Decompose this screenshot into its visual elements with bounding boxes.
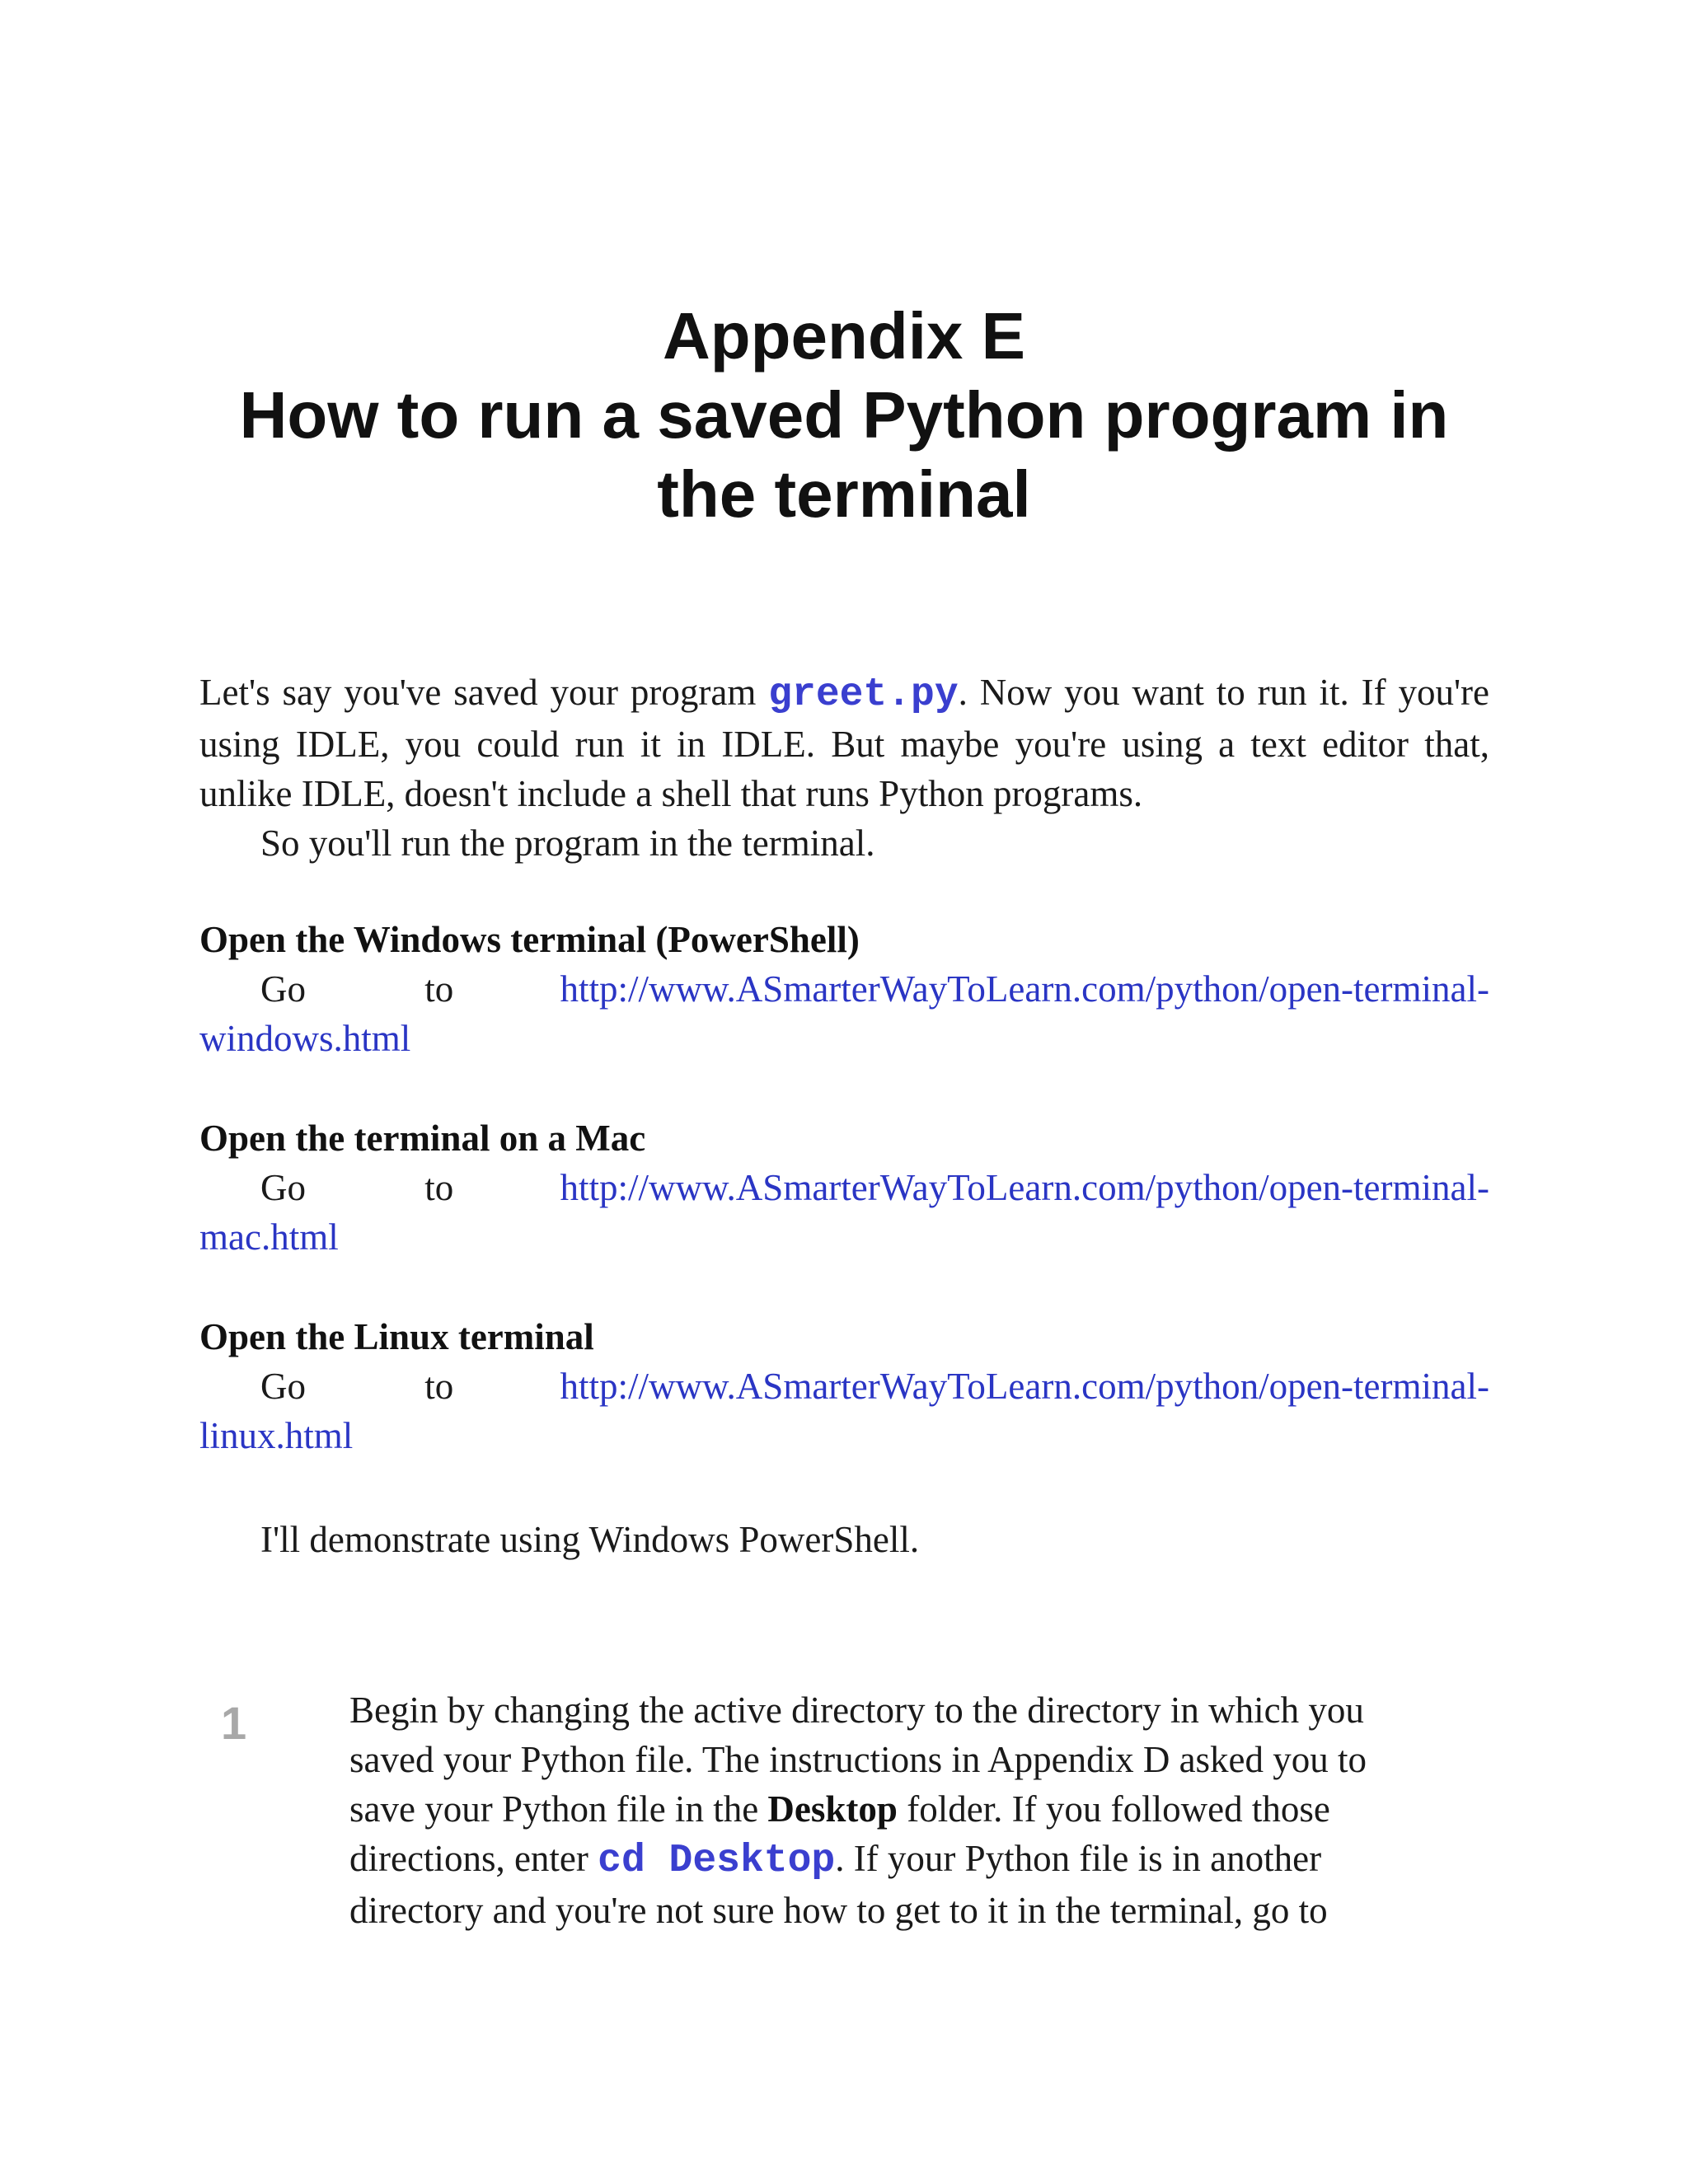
section-heading: Open the Linux terminal	[199, 1316, 594, 1357]
mac-terminal-link[interactable]: http://www.ASmarterWayToLearn.com/python/open-terminal-	[560, 1167, 1489, 1208]
title-line-1: Appendix E	[662, 299, 1026, 373]
linux-terminal-link[interactable]: http://www.ASmarterWayToLearn.com/python/open-terminal-	[560, 1366, 1489, 1407]
go-to-line	[199, 1361, 1489, 1411]
step-line: Begin by changing the active directory to the directory in which you	[349, 1690, 1364, 1731]
linux-terminal-link-cont[interactable]: linux.html	[199, 1415, 354, 1456]
step-line: saved your Python file. The instructions in Appendix D asked you to	[349, 1739, 1367, 1780]
intro-section	[199, 668, 1489, 868]
go-word: Go	[260, 1167, 306, 1208]
title-line-2: How to run a saved Python program in	[239, 378, 1449, 452]
intro-text-end: . Now you want to run it. If you're using IDLE, you could run it in IDLE. But maybe you're using a text editor that, unlike IDLE, doesn't include a shell that runs Python programs.	[199, 672, 1490, 814]
to-word: to	[424, 1167, 454, 1208]
page-title	[0, 297, 1688, 534]
step-1-text	[349, 1685, 1479, 1935]
go-to-line	[199, 1163, 1489, 1212]
step-text-segment: folder. If you followed those	[897, 1788, 1330, 1830]
intro-text-start: Let's say you've saved your program	[199, 672, 769, 713]
mac-terminal-link-cont[interactable]: mac.html	[199, 1216, 339, 1258]
to-word: to	[424, 968, 454, 1010]
desktop-folder-label: Desktop	[767, 1788, 898, 1830]
windows-terminal-section	[199, 915, 1489, 1063]
title-line-3: the terminal	[657, 457, 1031, 531]
step-text-segment: save your Python file in the	[349, 1788, 768, 1830]
linux-terminal-section	[199, 1312, 1489, 1460]
step-number: 1	[221, 1697, 247, 1749]
go-to-line	[199, 964, 1489, 1014]
step-line	[349, 1834, 1479, 1886]
filename-code: greet.py	[768, 673, 959, 717]
windows-terminal-link-cont[interactable]: windows.html	[199, 1018, 411, 1059]
mac-terminal-section	[199, 1113, 1489, 1262]
cd-command-code: cd Desktop	[598, 1839, 836, 1883]
step-text-segment: directions, enter	[349, 1838, 598, 1879]
step-line	[349, 1784, 1479, 1834]
section-heading: Open the Windows terminal (PowerShell)	[199, 919, 860, 960]
demo-note: I'll demonstrate using Windows PowerShell.	[260, 1519, 920, 1560]
go-word: Go	[260, 968, 306, 1010]
step-text-segment: . If your Python file is in another	[835, 1838, 1322, 1879]
go-word: Go	[260, 1366, 306, 1407]
section-heading: Open the terminal on a Mac	[199, 1118, 646, 1159]
windows-terminal-link[interactable]: http://www.ASmarterWayToLearn.com/python/open-terminal-	[560, 968, 1489, 1010]
to-word: to	[424, 1366, 454, 1407]
intro-paragraph-1	[199, 668, 1489, 818]
intro-paragraph-2: So you'll run the program in the terminal.	[260, 823, 875, 864]
step-line: directory and you're not sure how to get to it in the terminal, go to	[349, 1890, 1328, 1931]
